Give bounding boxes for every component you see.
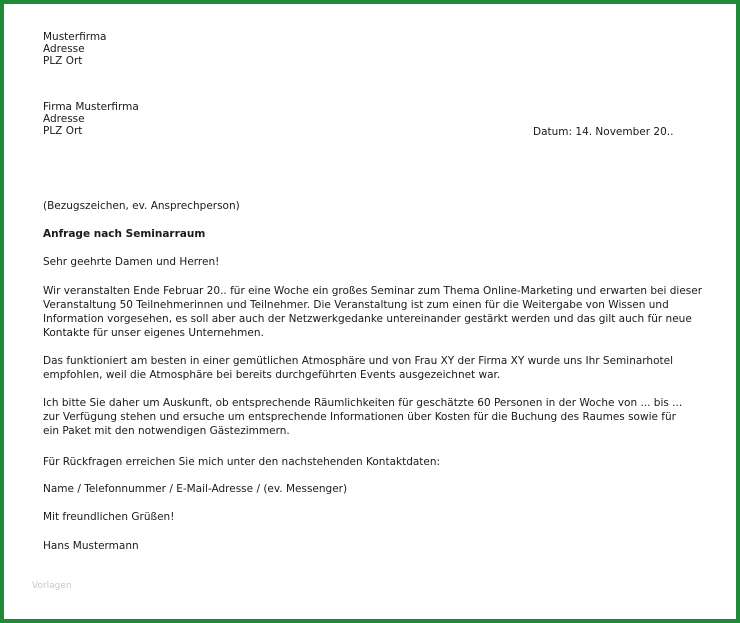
recipient-city: PLZ Ort bbox=[43, 125, 83, 137]
letter-subject: Anfrage nach Seminarraum bbox=[43, 228, 206, 240]
paragraph-line: Ich bitte Sie daher um Auskunft, ob entsprechende Räumlichkeiten für geschätzte 60 Personen in der Woche von ... bis ... bbox=[43, 397, 683, 409]
watermark-text: Vorlagen bbox=[32, 581, 72, 591]
recipient-street: Adresse bbox=[43, 113, 85, 125]
sender-street: Adresse bbox=[43, 43, 85, 55]
recipient-company: Firma Musterfirma bbox=[43, 101, 139, 113]
sender-city: PLZ Ort bbox=[43, 55, 83, 67]
contact-details: Name / Telefonnummer / E-Mail-Adresse / (ev. Messenger) bbox=[43, 483, 348, 495]
paragraph-line: Für Rückfragen erreichen Sie mich unter den nachstehenden Kontaktdaten: bbox=[43, 456, 441, 468]
paragraph-line: empfohlen, weil die Atmosphäre bei bereits durchgeführten Events ausgezeichnet war. bbox=[43, 369, 501, 381]
letter-date: Datum: 14. November 20.. bbox=[533, 126, 674, 138]
reference-line: (Bezugszeichen, ev. Ansprechperson) bbox=[43, 200, 240, 212]
sender-address bbox=[43, 31, 107, 67]
paragraph-line: Veranstaltung 50 Teilnehmerinnen und Teilnehmer. Die Veranstaltung ist zum einen für die Weitergabe von Wissen und bbox=[43, 299, 669, 311]
paragraph-4 bbox=[43, 455, 440, 469]
paragraph-line: ein Paket mit den notwendigen Gästezimmern. bbox=[43, 425, 290, 437]
signature-name: Hans Mustermann bbox=[43, 540, 139, 552]
sender-company: Musterfirma bbox=[43, 31, 107, 43]
paragraph-line: Das funktioniert am besten in einer gemütlichen Atmosphäre und von Frau XY der Firma XY wurde uns Ihr Seminarhotel bbox=[43, 355, 673, 367]
paragraph-line: Information vorgesehen, es soll aber auch der Netzwerkgedanke untereinander gestärkt werden und das gilt auch für neue bbox=[43, 313, 692, 325]
paragraph-line: Kontakte für unser eigenes Unternehmen. bbox=[43, 327, 264, 339]
salutation: Sehr geehrte Damen und Herren! bbox=[43, 256, 220, 268]
paragraph-line: Wir veranstalten Ende Februar 20.. für eine Woche ein großes Seminar zum Thema Online-Marketing und erwarten bei dieser bbox=[43, 285, 703, 297]
closing-phrase: Mit freundlichen Grüßen! bbox=[43, 511, 175, 523]
paragraph-1 bbox=[43, 284, 702, 340]
paragraph-line: zur Verfügung stehen und ersuche um entsprechende Informationen über Kosten für die Buchung des Raumes sowie für bbox=[43, 411, 676, 423]
recipient-address bbox=[43, 101, 139, 137]
paragraph-3 bbox=[43, 396, 682, 438]
paragraph-2 bbox=[43, 354, 673, 382]
